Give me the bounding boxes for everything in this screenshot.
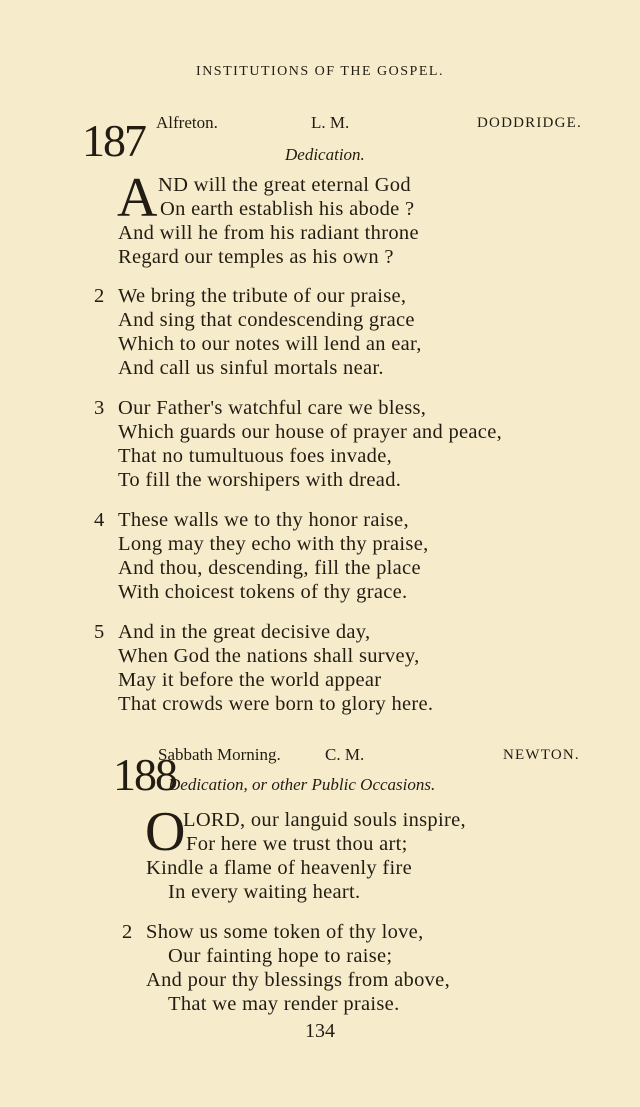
hymn-187-v2-line4: And call us sinful mortals near. <box>118 357 384 379</box>
hymn-188-v2-line3: And pour thy blessings from above, <box>146 969 450 991</box>
hymn-187-v1-line4: Regard our temples as his own ? <box>118 246 394 268</box>
hymn-187-v3-line3: That no tumultuous foes invade, <box>118 445 393 467</box>
hymn-187-v5-number: 5 <box>94 621 105 643</box>
hymn-188-subtitle: Dedication, or other Public Occasions. <box>168 775 436 794</box>
hymn-188-v1-line3: Kindle a flame of heavenly fire <box>146 857 413 879</box>
hymn-187-v4-line1: These walls we to thy honor raise, <box>118 509 409 531</box>
hymn-187-author: DODDRIDGE. <box>477 115 582 131</box>
hymn-188-author: NEWTON. <box>503 747 580 763</box>
hymn-188-v2-line4: That we may render praise. <box>168 993 400 1015</box>
hymn-187-v2-number: 2 <box>94 285 105 307</box>
hymn-187-v5-line1: And in the great decisive day, <box>118 621 371 643</box>
hymn-188-dropcap: O <box>145 801 186 863</box>
hymn-187-number: 187 <box>82 115 145 166</box>
page-number: 134 <box>305 1020 335 1042</box>
hymn-188-number: 188 <box>113 749 176 800</box>
hymn-187-v1-line3: And will he from his radiant throne <box>118 222 419 244</box>
hymn-187-v1-line2: On earth establish his abode ? <box>160 198 415 220</box>
running-head: INSTITUTIONS OF THE GOSPEL. <box>196 64 444 79</box>
hymn-187-v5-line2: When God the nations shall survey, <box>118 645 420 667</box>
hymn-187-v4-line3: And thou, descending, fill the place <box>118 557 421 579</box>
hymn-187-meter: L. M. <box>311 113 350 132</box>
hymn-188-v1-line2: For here we trust thou art; <box>186 833 408 855</box>
hymn-187-v4-line4: With choicest tokens of thy grace. <box>118 581 408 603</box>
hymn-188-v2-line1: Show us some token of thy love, <box>146 921 424 943</box>
hymn-187-v5-line3: May it before the world appear <box>118 669 382 691</box>
hymn-187-v2-line3: Which to our notes will lend an ear, <box>118 333 422 355</box>
hymn-188-v2-line2: Our fainting hope to raise; <box>168 945 393 967</box>
hymn-188-v1-line4: In every waiting heart. <box>168 881 361 903</box>
hymn-187-v4-number: 4 <box>94 509 105 531</box>
hymn-187-v2-line1: We bring the tribute of our praise, <box>118 285 407 307</box>
hymn-187-v3-line4: To fill the worshipers with dread. <box>118 469 402 491</box>
hymn-188-v2-number: 2 <box>122 921 133 943</box>
hymn-187-v5-line4: That crowds were born to glory here. <box>118 693 434 715</box>
hymn-187-dropcap: A <box>117 167 158 229</box>
hymn-187-v4-line2: Long may they echo with thy praise, <box>118 533 429 555</box>
hymn-187-subtitle: Dedication. <box>285 145 365 164</box>
hymn-187-v3-number: 3 <box>94 397 105 419</box>
hymn-187-v2-line2: And sing that condescending grace <box>118 309 415 331</box>
hymn-187-v3-line2: Which guards our house of prayer and peace, <box>118 421 503 443</box>
hymn-187-v3-line1: Our Father's watchful care we bless, <box>118 397 427 419</box>
hymn-188-v1-line1: LORD, our languid souls inspire, <box>183 809 466 831</box>
hymn-188-meter: C. M. <box>325 745 365 764</box>
hymn-187-v1-line1: ND will the great eternal God <box>158 174 411 196</box>
hymn-188-tune: Sabbath Morning. <box>158 745 281 764</box>
hymn-187-tune: Alfreton. <box>156 113 218 132</box>
